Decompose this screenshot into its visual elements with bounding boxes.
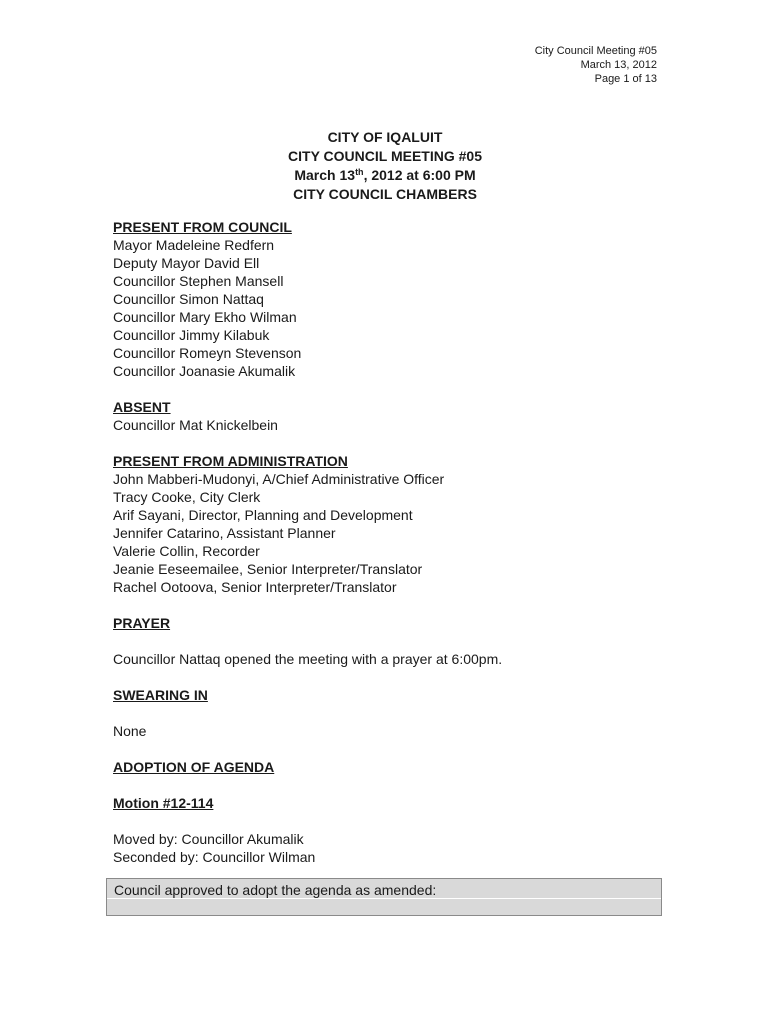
title-meeting: CITY COUNCIL MEETING #05: [288, 148, 482, 164]
swearing-in-text: None: [113, 723, 147, 739]
admin-member: John Mabberi-Mudonyi, A/Chief Administrative Officer: [113, 471, 445, 487]
title-date-sup: th: [355, 167, 364, 177]
admin-member: Valerie Collin, Recorder: [113, 543, 260, 559]
document-title: [0, 128, 770, 204]
minutes-body: [113, 218, 673, 884]
swearing-in-section: [113, 686, 673, 740]
absent-section: [113, 398, 673, 434]
prayer-text: Councillor Nattaq opened the meeting with a prayer at 6:00pm.: [113, 651, 503, 667]
present-admin-heading: PRESENT FROM ADMINISTRATION: [113, 453, 348, 469]
adoption-section: [113, 758, 673, 866]
title-date-prefix: March 13: [294, 167, 356, 183]
motion-result-text: Council approved to adopt the agenda as amended:: [114, 882, 437, 898]
council-member: Deputy Mayor David Ell: [113, 255, 260, 271]
title-city: CITY OF IQALUIT: [327, 129, 443, 145]
present-council-heading: PRESENT FROM COUNCIL: [113, 219, 292, 235]
moved-by: Moved by: Councillor Akumalik: [113, 831, 304, 847]
motion-label: Motion #12-114: [113, 795, 214, 811]
admin-member: Jeanie Eeseemailee, Senior Interpreter/Translator: [113, 561, 423, 577]
motion-result-box: [106, 878, 662, 916]
absent-heading: ABSENT: [113, 399, 171, 415]
title-date: [0, 166, 770, 185]
council-member: Councillor Mary Ekho Wilman: [113, 309, 297, 325]
seconded-by: Seconded by: Councillor Wilman: [113, 849, 316, 865]
council-member: Councillor Joanasie Akumalik: [113, 363, 296, 379]
header-page-number: Page 1 of 13: [594, 73, 657, 85]
prayer-section: [113, 614, 673, 668]
admin-member: Jennifer Catarino, Assistant Planner: [113, 525, 336, 541]
council-member: Councillor Simon Nattaq: [113, 291, 264, 307]
council-member: Councillor Romeyn Stevenson: [113, 345, 302, 361]
motion-box-divider: [107, 898, 661, 899]
page-header: [535, 44, 657, 86]
title-location: CITY COUNCIL CHAMBERS: [293, 186, 477, 202]
council-member: Councillor Jimmy Kilabuk: [113, 327, 270, 343]
council-member: Councillor Stephen Mansell: [113, 273, 284, 289]
admin-member: Arif Sayani, Director, Planning and Development: [113, 507, 413, 523]
title-date-suffix: , 2012 at 6:00 PM: [363, 167, 476, 183]
swearing-in-heading: SWEARING IN: [113, 687, 208, 703]
admin-member: Rachel Ootoova, Senior Interpreter/Translator: [113, 579, 397, 595]
prayer-heading: PRAYER: [113, 615, 171, 631]
present-admin-section: [113, 452, 673, 596]
admin-member: Tracy Cooke, City Clerk: [113, 489, 261, 505]
adoption-heading: ADOPTION OF AGENDA: [113, 759, 275, 775]
council-member: Mayor Madeleine Redfern: [113, 237, 275, 253]
absent-member: Councillor Mat Knickelbein: [113, 417, 278, 433]
present-council-section: [113, 218, 673, 380]
header-date: March 13, 2012: [580, 59, 657, 71]
header-meeting: City Council Meeting #05: [534, 45, 657, 57]
